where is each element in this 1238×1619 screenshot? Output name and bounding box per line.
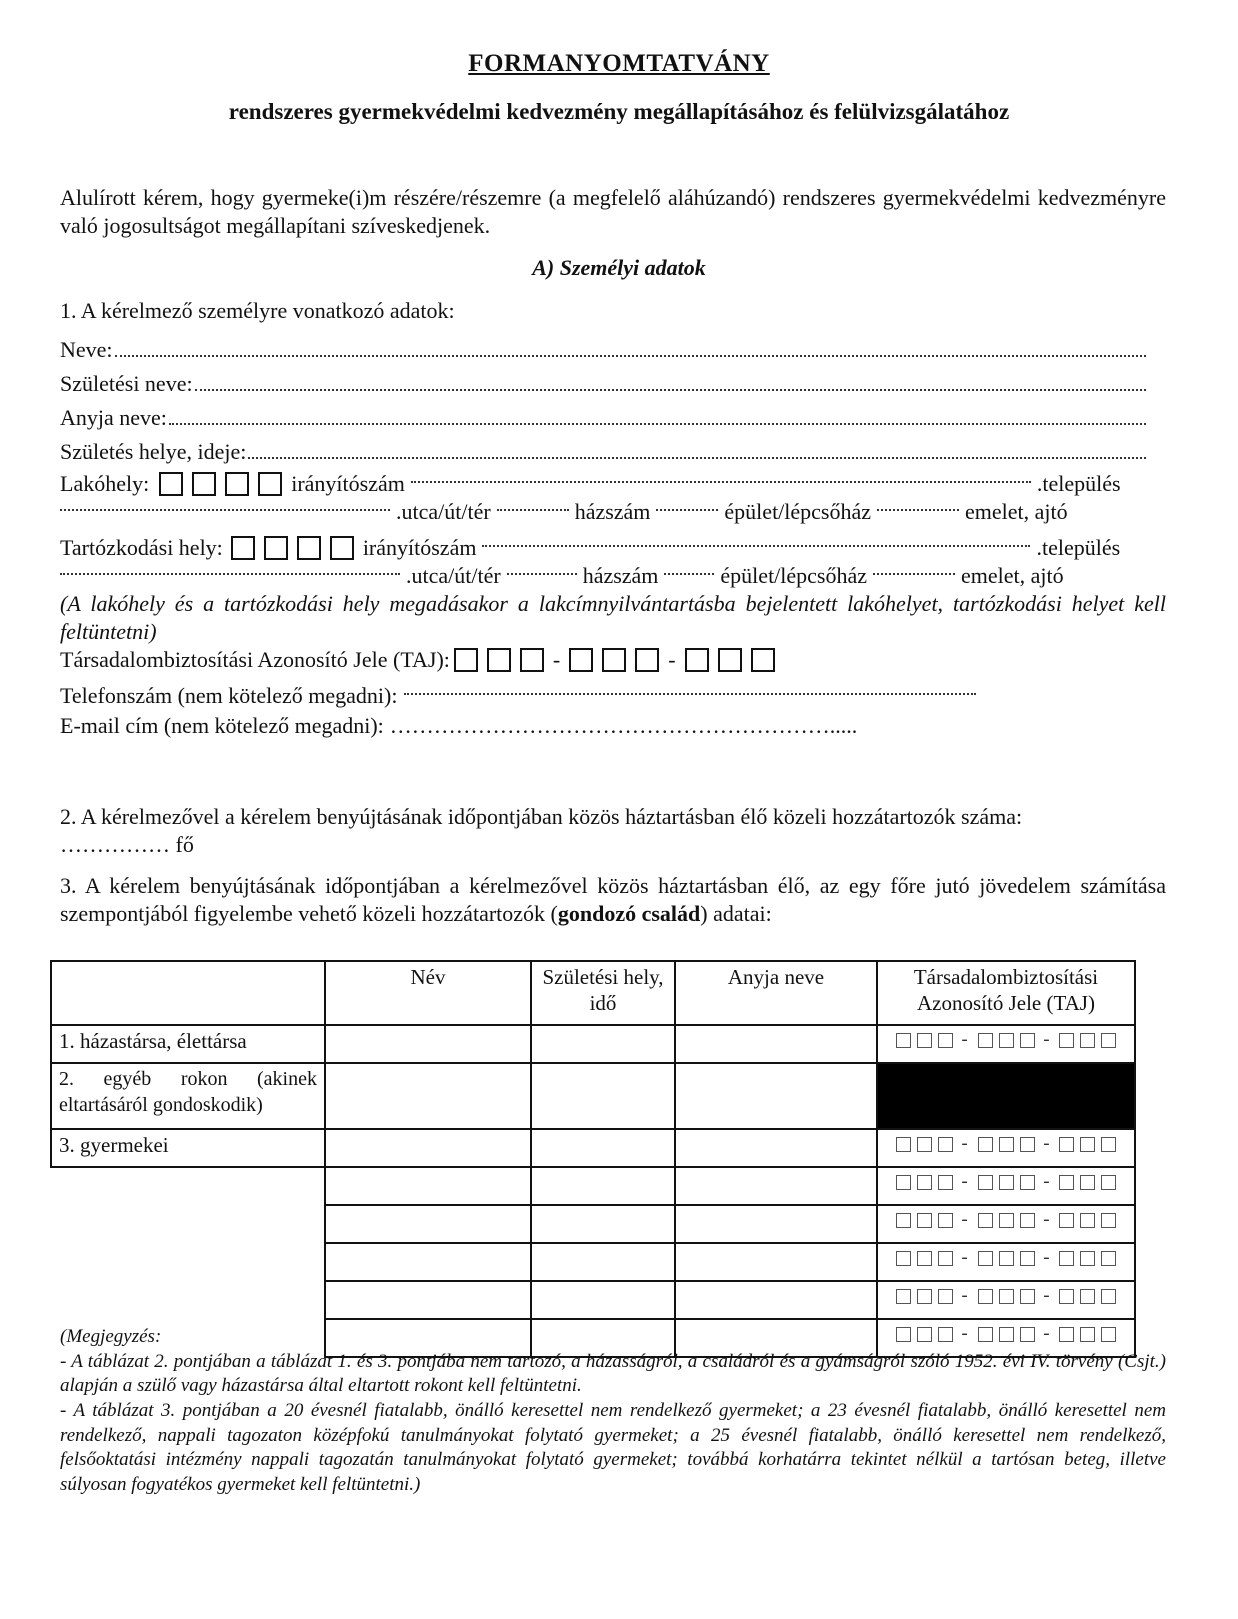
cell-mother[interactable]: [675, 1063, 877, 1129]
cell-birth[interactable]: [531, 1063, 675, 1129]
cell-empty: [51, 1205, 325, 1243]
stay-postcode-box[interactable]: [264, 536, 288, 560]
form-subtitle: rendszeres gyermekvédelmi kedvezmény megállapításához és felülvizsgálatához: [228, 99, 1010, 124]
cell-name[interactable]: [325, 1025, 531, 1063]
birth-place-dots: [248, 456, 1146, 459]
cell-name[interactable]: [325, 1243, 531, 1281]
name-label: Neve:: [60, 337, 113, 362]
residence-postcode-box[interactable]: [258, 472, 282, 496]
table-row: [51, 1025, 1135, 1063]
stay-label: Tartózkodási hely:: [60, 535, 223, 560]
cell-name[interactable]: [325, 1129, 531, 1167]
stay-building-dots[interactable]: [664, 572, 714, 575]
residence-postcode-label: irányítószám: [291, 471, 405, 496]
intro-paragraph: Alulírott kérem, hogy gyermeke(i)m részére/részemre (a megfelelő aláhúzandó) rendszeres gyermekvédelmi kedvezményre való jogosultságot megállapítani szíveskedjenek.: [60, 185, 1166, 239]
stay-floor-dots[interactable]: [873, 572, 955, 575]
cell-taj[interactable]: - -: [877, 1167, 1135, 1205]
name-field[interactable]: [60, 336, 1150, 364]
residence-street-label: .utca/út/tér: [396, 499, 491, 524]
residence-building-label: épület/lépcsőház: [724, 499, 872, 524]
stay-settlement-label: .település: [1036, 535, 1121, 560]
stay-postcode-label: irányítószám: [362, 535, 477, 560]
birth-name-dots: [195, 388, 1146, 391]
residence-postcode-box[interactable]: [192, 472, 216, 496]
residence-floor-label: emelet, ajtó: [965, 499, 1068, 524]
cell-birth[interactable]: [531, 1281, 675, 1319]
stay-house-label: házszám: [582, 563, 659, 588]
table-header-birth: Születési hely, idő: [531, 961, 675, 1025]
cell-birth[interactable]: [531, 1129, 675, 1167]
section2-question: 2. A kérelmezővel a kérelem benyújtásának időpontjában közös háztartásban élő közeli hozzátartozók száma:: [60, 804, 1023, 829]
stay-postcode-box[interactable]: [297, 536, 321, 560]
cell-taj-blocked: [877, 1063, 1135, 1129]
cell-empty: [51, 1167, 325, 1205]
cell-taj[interactable]: - -: [877, 1129, 1135, 1167]
section3-text-bold: gondozó család: [557, 901, 701, 927]
stay-street-dots[interactable]: [60, 572, 400, 575]
residence-street-dots[interactable]: [60, 508, 390, 511]
section3-text-end: ) adatai:: [700, 901, 772, 927]
remarks-item-2: - A táblázat 3. pontjában a 20 évesnél fiatalabb, önálló keresettel nem rendelkező gyermeket; a 23 évesnél fiatalabb, önálló keresettel nem rendelkező, nappali tagozaton középfokú tanulmányokat folytató gyermeket; a 25 évesnél fiatalabb, önálló keresettel nem rendelkező, felsőoktatási intézmény nappali tagozatán tanulmányokat folytató gyermeket; továbbá korhatárra tekintet nélkül a tartósan beteg, illetve súlyosan fogyatékos gyermeket kell feltüntetni.): [60, 1400, 1166, 1496]
mother-name-field[interactable]: [60, 404, 1150, 432]
taj-label: Társadalombiztosítási Azonosító Jele (TAJ):: [60, 647, 450, 672]
taj-dash: -: [668, 647, 676, 672]
cell-birth[interactable]: [531, 1167, 675, 1205]
mother-name-dots: [169, 422, 1146, 425]
residence-address-row: [60, 498, 1170, 526]
birth-place-field[interactable]: [60, 438, 1150, 466]
table-header-taj: Társadalombiztosítási Azonosító Jele (TAJ): [877, 961, 1135, 1025]
cell-birth[interactable]: [531, 1205, 675, 1243]
residence-floor-dots[interactable]: [877, 508, 959, 511]
stay-postcode-box[interactable]: [330, 536, 354, 560]
stay-house-dots[interactable]: [507, 572, 577, 575]
taj-box[interactable]: [569, 648, 593, 672]
cell-birth[interactable]: [531, 1243, 675, 1281]
section2-unit: fő: [175, 832, 194, 858]
taj-box[interactable]: [635, 648, 659, 672]
address-note: (A lakóhely és a tartózkodási hely megadásakor a lakcímnyilvántartásba bejelentett lakóhelyet, tartózkodási helyet kell feltüntetni): [60, 591, 1166, 645]
table-row: [51, 1129, 1135, 1167]
taj-box[interactable]: [520, 648, 544, 672]
email-row: [60, 712, 857, 740]
cell-name[interactable]: [325, 1063, 531, 1129]
residence-postcode-box[interactable]: [159, 472, 183, 496]
cell-taj[interactable]: - -: [877, 1243, 1135, 1281]
taj-box[interactable]: [487, 648, 511, 672]
family-table: [50, 960, 1136, 1358]
cell-name[interactable]: [325, 1281, 531, 1319]
stay-street-label: .utca/út/tér: [406, 563, 501, 588]
phone-label: Telefonszám (nem kötelező megadni):: [60, 683, 398, 708]
table-row: [51, 1167, 1135, 1205]
birth-name-label: Születési neve:: [60, 371, 193, 396]
form-title: FORMANYOMTATVÁNY: [468, 50, 770, 77]
cell-name[interactable]: [325, 1167, 531, 1205]
table-row: [51, 1063, 1135, 1129]
table-row: [51, 1205, 1135, 1243]
stay-floor-label: emelet, ajtó: [961, 563, 1064, 588]
cell-mother[interactable]: [675, 1025, 877, 1063]
stay-address-row: [60, 562, 1170, 590]
cell-mother[interactable]: [675, 1129, 877, 1167]
taj-dash: -: [552, 647, 561, 672]
stay-postcode-box[interactable]: [231, 536, 255, 560]
cell-mother[interactable]: [675, 1281, 877, 1319]
section1-heading: 1. A kérelmező személyre vonatkozó adatok:: [60, 298, 455, 323]
cell-mother[interactable]: [675, 1167, 877, 1205]
email-dots[interactable]: …………………………………………………….....: [389, 713, 858, 738]
stay-building-label: épület/lépcsőház: [720, 563, 868, 588]
stay-row: [60, 534, 1170, 562]
residence-settlement-label: .település: [1036, 471, 1121, 496]
taj-box[interactable]: [718, 648, 742, 672]
cell-mother[interactable]: [675, 1243, 877, 1281]
table-header-name: Név: [325, 961, 531, 1025]
table-header-row: [51, 961, 1135, 1025]
cell-taj[interactable]: - -: [877, 1025, 1135, 1063]
phone-dots[interactable]: [404, 692, 976, 695]
birth-place-label: Születés helye, ideje:: [60, 439, 247, 464]
taj-row: [60, 646, 784, 674]
taj-box[interactable]: [454, 648, 478, 672]
cell-empty: [51, 1243, 325, 1281]
phone-row: [60, 682, 982, 710]
cell-taj[interactable]: - -: [877, 1205, 1135, 1243]
cell-mother[interactable]: [675, 1205, 877, 1243]
cell-name[interactable]: [325, 1205, 531, 1243]
row-label-children: 3. gyermekei: [51, 1129, 325, 1167]
email-label: E-mail cím (nem kötelező megadni):: [60, 713, 384, 738]
row-label-spouse: 1. házastársa, élettársa: [51, 1025, 325, 1063]
remarks-item-1: - A táblázat 2. pontjában a táblázat 1. és 3. pontjába nem tartozó, a házasságról, a családról és a gyámságról szóló 1952. évi IV. törvény (Csjt.) alapján a szülő vagy házastársa által eltartott rokont kell feltüntetni.: [60, 1350, 1166, 1397]
section2-text: [60, 803, 1166, 859]
table-header-mother: Anyja neve: [675, 961, 877, 1025]
residence-row: [60, 470, 1170, 498]
residence-settlement-dots[interactable]: [411, 480, 1031, 483]
cell-taj[interactable]: - -: [877, 1281, 1135, 1319]
section3-text: [60, 872, 1166, 928]
table-row: [51, 1281, 1135, 1319]
row-label-relative: 2. egyéb rokon (akinek eltartásáról gondoskodik): [51, 1063, 325, 1129]
name-dots: [115, 354, 1146, 357]
residence-building-dots[interactable]: [656, 508, 718, 511]
stay-settlement-dots[interactable]: [482, 544, 1030, 547]
section3-text-start: 3. A kérelem benyújtásának időpontjában a kérelmezővel közös háztartásban élő, az egy főre jutó jövedelem számítása szempontjából figyelembe vehető közeli hozzátartozók (: [60, 873, 1166, 927]
residence-postcode-box[interactable]: [225, 472, 249, 496]
remarks-heading: (Megjegyzés:: [60, 1326, 162, 1347]
cell-birth[interactable]: [531, 1025, 675, 1063]
residence-house-dots[interactable]: [497, 508, 569, 511]
residence-label: Lakóhely:: [60, 471, 150, 496]
cell-empty: [51, 1281, 325, 1319]
taj-box[interactable]: [602, 648, 626, 672]
section2-count-dots[interactable]: ……………: [60, 832, 170, 858]
mother-name-label: Anyja neve:: [60, 405, 167, 430]
cell-taj[interactable]: - -: [877, 1319, 1135, 1357]
taj-box[interactable]: [751, 648, 775, 672]
table-row: [51, 1243, 1135, 1281]
section-a-heading: A) Személyi adatok: [532, 255, 706, 280]
taj-box[interactable]: [685, 648, 709, 672]
residence-house-label: házszám: [574, 499, 651, 524]
table-header-empty: [51, 961, 325, 1025]
remarks: [60, 1325, 1166, 1498]
birth-name-field[interactable]: [60, 370, 1150, 398]
